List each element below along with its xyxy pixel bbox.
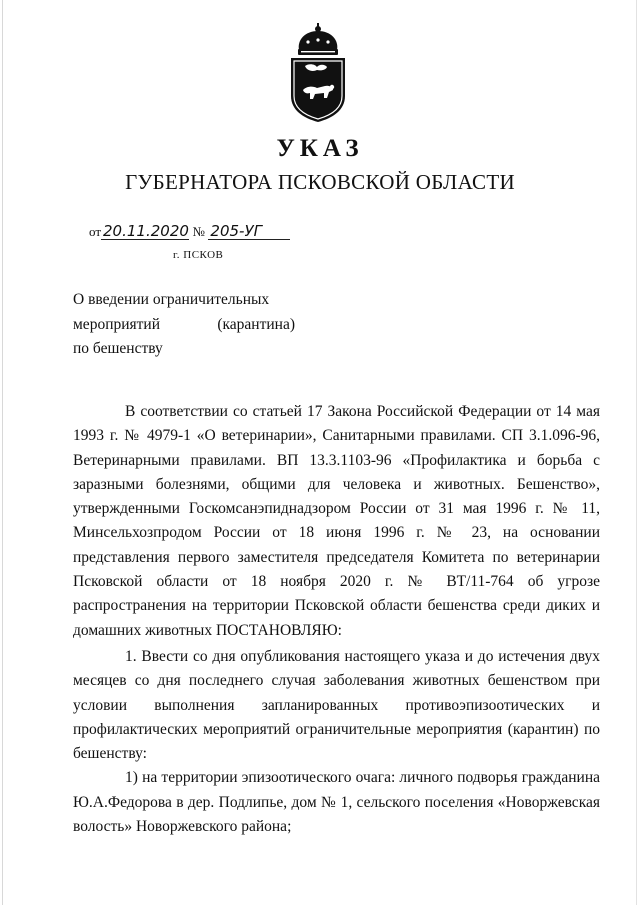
date-number-line (89, 223, 290, 241)
subject-line-3: по бешенству (73, 340, 163, 357)
date-value: 20.11.2020 (103, 222, 189, 240)
document-subtitle: ГУБЕРНАТОРА ПСКОВСКОЙ ОБЛАСТИ (125, 170, 515, 194)
subject-line-2 (73, 313, 295, 338)
number-prefix: № (192, 224, 205, 239)
subject-line-1: О введении ограничительных (73, 291, 270, 308)
preamble-paragraph: В соответствии со статьей 17 Закона Российской Федерации от 14 мая 1993 г. № 4979-1 «О ветеринарии», Санитарными правилами. СП 3.1.096-96, Ветеринарными правилами. ВП 13.3.1103-96 «Профилактика и борьба с заразными болезнями, общими для человека и животных. Бешенство», утвержденными Госкомсанэпиднадзором России от 31 мая 1996 г. № 11, Минсельхозпродом России от 18 июня 1996 г. № 23, на основании представления первого заместителя председателя Комитета по ветеринарии Псковской области от 18 ноября 2020 г. № ВТ/11-764 об угрозе распространения на территории Псковской области бешенства среди диких и домашних животных ПОСТАНОВЛЯЮ: (73, 403, 600, 639)
subject-line-2-left: мероприятий (73, 315, 161, 333)
item-1-1-paragraph: 1) на территории эпизоотического очага: личного подворья гражданина Ю.А.Федорова в дер. Подлипье, дом № 1, сельского поселения «Новоржевская волость» Новоржевского района; (73, 769, 600, 836)
item-1-paragraph: 1. Ввести со дня опубликования настоящего указа и до истечения двух месяцев со дня последнего случая заболевания животных бешенством при условии выполнения запланированных противоэпизоотических и профилактических мероприятий ограничительные мероприятия (карантин) по бешенству: (73, 647, 600, 763)
number-value: 205-УГ (208, 223, 290, 240)
document-subject (73, 288, 295, 362)
document-body (73, 400, 600, 839)
document-title: УКАЗ (276, 135, 364, 162)
subject-line-2-right: (карантина) (217, 315, 295, 333)
city-label: г. ПСКОВ (173, 249, 224, 261)
date-prefix: от (89, 224, 102, 239)
pskov-coat-of-arms-icon (281, 20, 355, 124)
